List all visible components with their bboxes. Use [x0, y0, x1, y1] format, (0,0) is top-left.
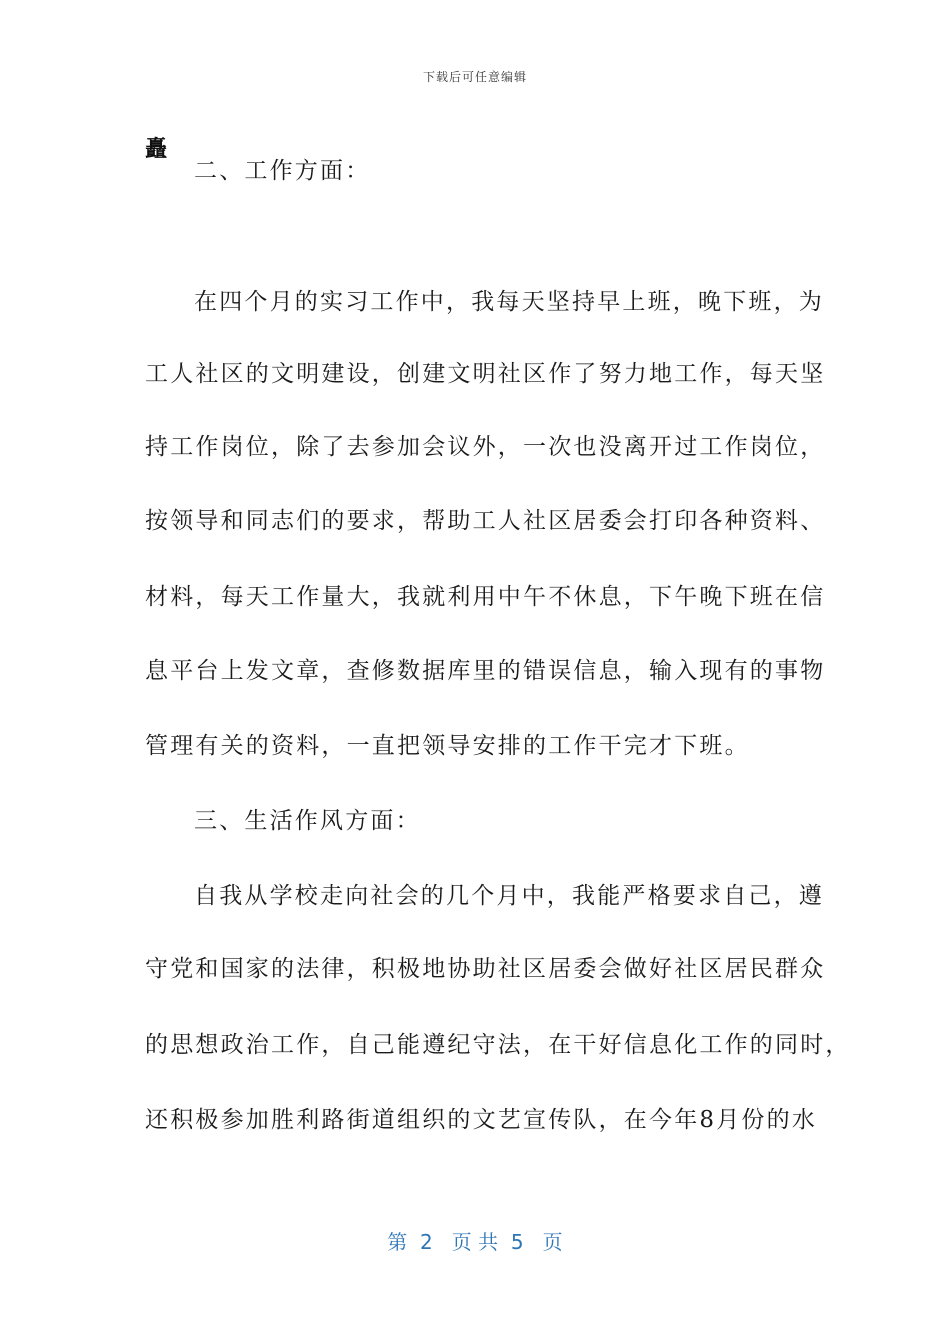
paragraph-line: 息平台上发文章，查修数据库里的错误信息，输入现有的事物	[145, 658, 826, 684]
corner-glyph: 矗	[145, 136, 168, 162]
page-footer: 第 2 页 共 5 页	[387, 1230, 563, 1254]
page-header-note: 下载后可任意编辑	[422, 70, 527, 84]
paragraph-line: 自我从学校走向社会的几个月中，我能严格要求自己，遵	[194, 883, 824, 909]
section-heading-life: 三、生活作风方面：	[194, 808, 421, 834]
paragraph-line: 守党和国家的法律，积极地协助社区居委会做好社区居民群众	[145, 956, 826, 982]
paragraph-line: 的思想政治工作，自己能遵纪守法，在干好信息化工作的同时，	[145, 1032, 851, 1058]
paragraph-line: 还积极参加胜利路街道组织的文艺宣传队，在今年8月份的水	[145, 1107, 818, 1133]
paragraph-line: 持工作岗位，除了去参加会议外，一次也没离开过工作岗位，	[145, 434, 826, 460]
paragraph-line: 材料，每天工作量大，我就利用中午不休息，下午晚下班在信	[145, 584, 826, 610]
paragraph-line: 管理有关的资料，一直把领导安排的工作干完才下班。	[145, 733, 750, 759]
paragraph-line: 按领导和同志们的要求，帮助工人社区居委会打印各种资料、	[145, 508, 826, 534]
section-heading-work: 二、工作方面：	[194, 158, 371, 184]
paragraph-line: 在四个月的实习工作中，我每天坚持早上班，晚下班，为	[194, 289, 824, 315]
paragraph-line: 工人社区的文明建设，创建文明社区作了努力地工作，每天坚	[145, 361, 826, 387]
